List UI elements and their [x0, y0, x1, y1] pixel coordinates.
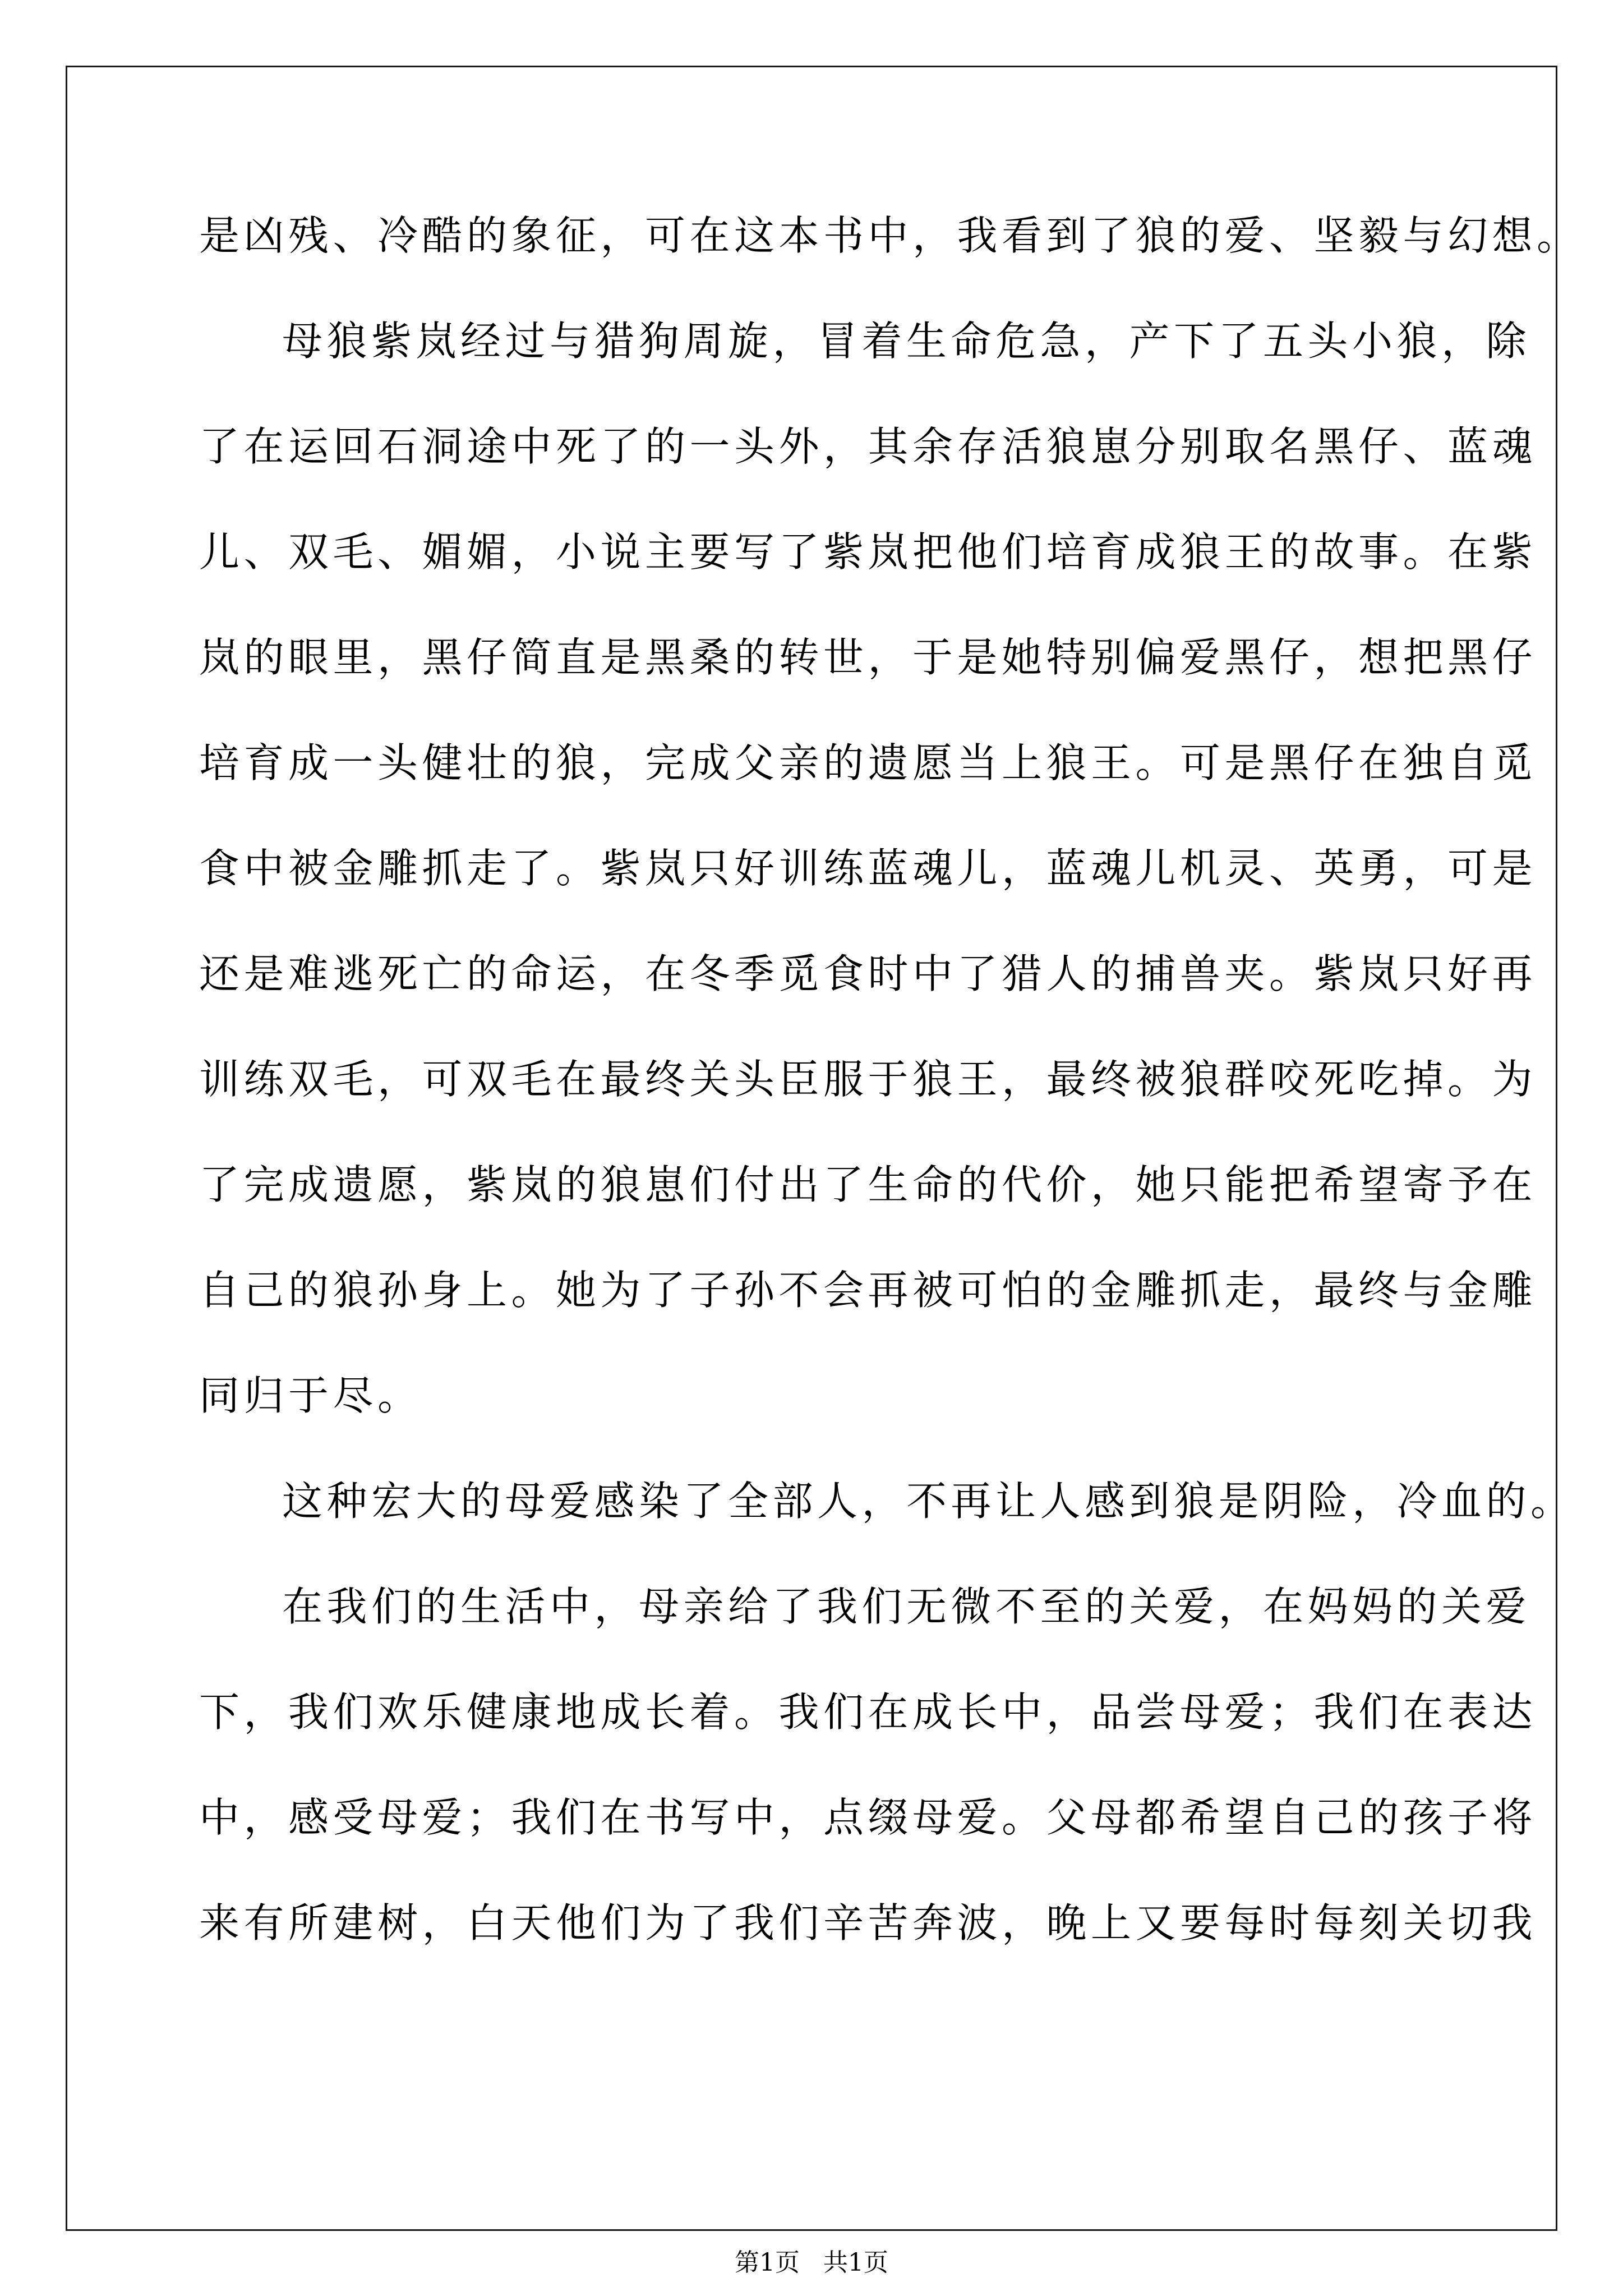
paragraph-2-line-6: 食中被金雕抓走了。紫岚只好训练蓝魂儿，蓝魂儿机灵、英勇，可是 — [199, 845, 1537, 892]
paragraph-4-line-4: 来有所建树，白天他们为了我们辛苦奔波，晚上又要每时每刻关切我 — [199, 1899, 1537, 1947]
text-line-1: 是凶残、冷酷的象征，可在这本书中，我看到了狼的爱、坚毅与幻想。 — [199, 212, 1581, 259]
paragraph-2-line-10: 自己的狼孙身上。她为了子孙不会再被可怕的金雕抓走，最终与金雕 — [199, 1267, 1537, 1314]
paragraph-2-line-9: 了完成遗愿，紫岚的狼崽们付出了生命的代价，她只能把希望寄予在 — [199, 1161, 1537, 1208]
paragraph-2-line-4: 岚的眼里，黑仔简直是黑桑的转世，于是她特别偏爱黑仔，想把黑仔 — [199, 634, 1537, 681]
paragraph-3-line-1: 这种宏大的母爱感染了全部人，不再让人感到狼是阴险，冷血的。 — [282, 1478, 1575, 1525]
paragraph-4-line-2: 下，我们欢乐健康地成长着。我们在成长中，品尝母爱；我们在表达 — [199, 1688, 1537, 1736]
paragraph-2-line-1: 母狼紫岚经过与猎狗周旋，冒着生命危急，产下了五头小狼，除 — [282, 318, 1531, 365]
page-footer: 第1页 共1页 — [735, 2248, 888, 2277]
paragraph-4-line-1: 在我们的生活中，母亲给了我们无微不至的关爱，在妈妈的关爱 — [282, 1583, 1531, 1630]
paragraph-2-line-5: 培育成一头健壮的狼，完成父亲的遗愿当上狼王。可是黑仔在独自觅 — [199, 739, 1537, 786]
paragraph-2-line-3: 儿、双毛、媚媚，小说主要写了紫岚把他们培育成狼王的故事。在紫 — [199, 528, 1537, 576]
paragraph-2-line-2: 了在运回石洞途中死了的一头外，其余存活狼崽分别取名黑仔、蓝魂 — [199, 423, 1537, 470]
paragraph-2-line-11: 同归于尽。 — [199, 1372, 422, 1419]
paragraph-2-line-7: 还是难逃死亡的命运，在冬季觅食时中了猎人的捕兽夹。紫岚只好再 — [199, 950, 1537, 997]
paragraph-2-line-8: 训练双毛，可双毛在最终关头臣服于狼王，最终被狼群咬死吃掉。为 — [199, 1056, 1537, 1103]
paragraph-4-line-3: 中，感受母爱；我们在书写中，点缀母爱。父母都希望自己的孩子将 — [199, 1794, 1537, 1841]
